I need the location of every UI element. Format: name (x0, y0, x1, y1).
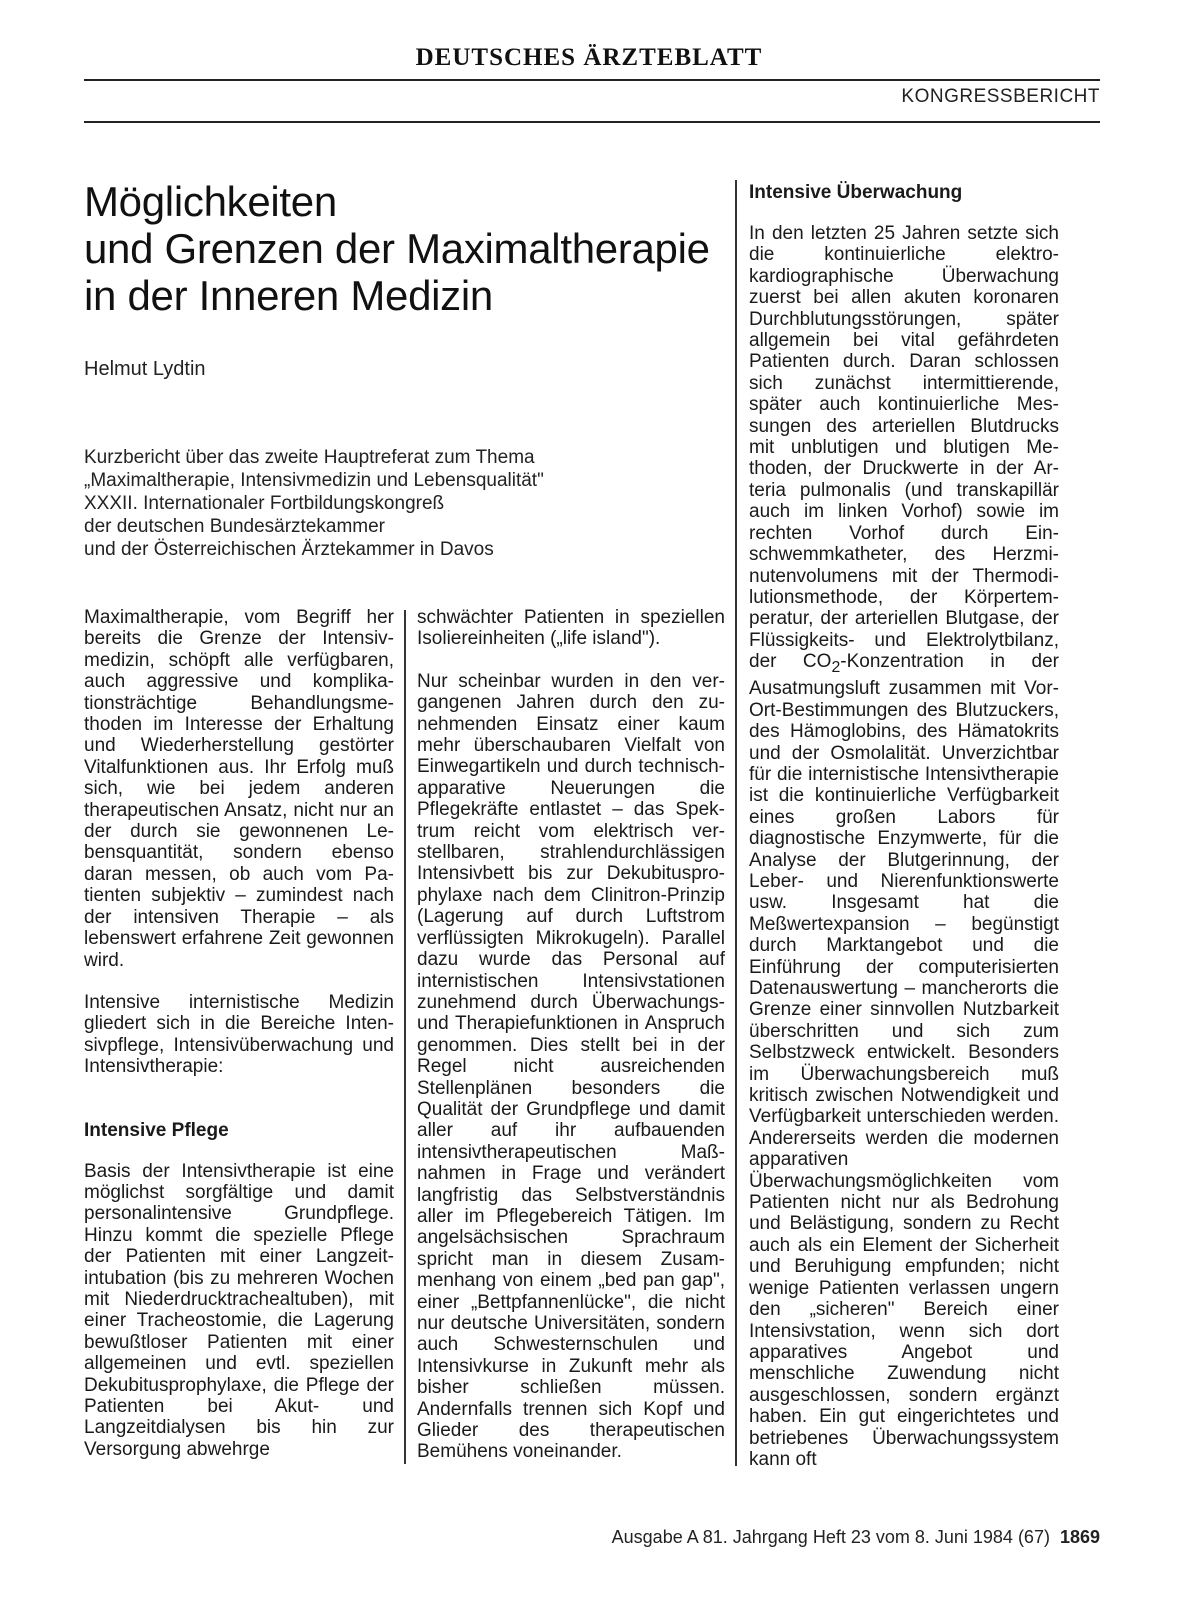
section-heading: Intensive Überwachung (749, 182, 963, 203)
paragraph (749, 223, 1059, 1470)
issue-info: Ausgabe A 81. Jahrgang Heft 23 vom 8. Juni 1984 (67) (611, 1527, 1050, 1547)
paragraph: Maximaltherapie, vom Begriff her bereits die Grenze der Intensivmedizin, schöpft alle verfügbaren, auch aggressive und komplikationsträchtige Behandlungsmethoden im Interesse der Erhaltung und Wiederherstellung gestörter Vitalfunktionen aus. Ihr Erfolg muß sich, wie bei jedem anderen therapeutischen Ansatz, nicht nur an der durch sie gewonnenen Lebensquantität, sondern ebenso daran messen, ob auch vom Patienten subjektiv – zumindest nach der intensiven Therapie – als lebenswert erfahrene Zeit gewonnen wird. (84, 607, 394, 971)
title-line: Möglichkeiten (84, 178, 337, 225)
paragraph: Basis der Intensivtherapie ist eine möglichst sorgfältige und damit personalintensive Grundpflege. Hinzu kommt die spezielle Pflege der Patienten mit einer Langzeitintubation (bis zu mehreren Wochen mit Niederdrucktrachealtuben), mit einer Tracheostomie, die Lagerung bewußtloser Patienten mit einer allgemeinen und evtl. speziellen Dekubitusprophylaxe, die Pflege der Patienten bei Akut- und Langzeitdialysen bis hin zur Versorgung abwehrge (84, 1160, 394, 1460)
paragraph: schwächter Patienten in speziellen Isoliereinheiten („life island"). (417, 607, 725, 650)
summary-line: XXXII. Internationaler Fortbildungskongreß (84, 493, 445, 514)
title-line: und Grenzen der Maximaltherapie (84, 225, 710, 272)
paragraph: Nur scheinbar wurden in den vergangenen Jahren durch den zunehmenden Einsatz einer kaum mehr überschaubaren Vielfalt von Einwegartikeln und durch technisch-apparative Neuerungen die Pflegekräfte entlastet – das Spektrum reicht vom elektrisch verstellbaren, strahlendurchlässigen Intensivbett bis zur Dekubitusprophylaxe nach dem Clinitron-Prinzip (Lagerung auf durch Luftstrom verflüssigten Mikrokugeln). Parallel dazu wurde das Personal auf internistischen Intensivstationen zunehmend durch Überwachungs- und Therapiefunktionen in Anspruch genommen. Dies stellt bei in der Regel nicht ausreichenden Stellenplänen besonders die Qualität der Grundpflege und damit aller auf ihr aufbauenden intensivtherapeutischen Maßnahmen in Frage und verändert langfristig das Selbstverständnis aller im Pflegebereich Tätigen. Im angelsächsischen Sprachraum spricht man in diesem Zusammenhang von einem „bed pan gap", einer „Bettpfannenlücke", die nicht nur deutsche Universitäten, sondern auch Schwesternschulen und Intensivkurse in Zukunft mehr als bisher schließen müssen. Andernfalls trennen sich Kopf und Glieder des therapeutischen Bemühens voneinander. (417, 670, 725, 1463)
text-column-1 (84, 607, 394, 1481)
journal-masthead: DEUTSCHES ÄRZTEBLATT (415, 44, 763, 71)
article-summary (84, 446, 724, 561)
article-title (84, 178, 724, 319)
page-number: 1869 (1059, 1527, 1100, 1547)
paragraph-text: In den letzten 25 Jahren setzte sich die kontinuierliche elektrokardiographische Überwachung zuerst bei allen akuten koronaren Durchblutungsstörungen, später allgemein bei vital gefährdeten Patienten durch. Daran schlossen sich zunächst intermittierende, später auch kontinuierliche Messungen des arteriellen Blutdrucks mit unblutigen und blutigen Methoden, der Druckwerte in der Arteria pulmonalis (und transkapillär auch im linken Vorhof) sowie im rechten Vorhof durch Einschwemmkatheter, des Herzminutenvolumens mit der Thermodilutionsmethode, der Körpertemperatur, der arteriellen Blutgase, der Flüssigkeits- und Elektrolytbilanz, der CO (749, 223, 1059, 673)
paragraph: Intensive internistische Medizin gliedert sich in die Bereiche Intensivpflege, Intensivüberwachung und Intensivtherapie: (84, 991, 394, 1078)
text-column-3 (749, 182, 1059, 1491)
page-footer (612, 1527, 1100, 1548)
column-divider (404, 610, 406, 1464)
column-divider (735, 180, 737, 1466)
paragraph-text: -Konzentration in der Ausatmungsluft zusammen mit Vor-Ort-Bestimmungen des Blutzuckers, des Hämoglobins, des Hämatokrits und der Osmolalität. Unverzichtbar für die internistische Intensivtherapie ist die kontinuierliche Verfügbarkeit eines großen Labors für diagnostische Enzymwerte, für die Analyse der Blutgerinnung, der Leber- und Nierenfunktionswerte usw. Insgesamt hat die Meßwertexpansion – begünstigt durch Marktangebot und die Einführung der computerisierten Datenauswertung – mancherorts die Grenze einer sinnvollen Nutzbarkeit überschritten und sich zum Selbstzweck entwickelt. Besonders im Überwachungsbereich muß kritisch zwischen Notwendigkeit und Verfügbarkeit unterschieden werden. Andererseits werden die modernen apparativen Überwachungsmöglichkeiten vom Patienten nicht nur als Bedrohung und Belästigung, sondern zu Recht auch als ein Element der Sicherheit und Beruhigung empfunden; nicht wenige Patienten verlassen ungern den „sicheren" Bereich einer Intensivstation, wenn sich dort apparatives Angebot und menschliche Zuwendung nicht ausgeschlossen, sondern ergänzt haben. Ein gut eingerichtetes und betriebenes Überwachungssystem kann oft (749, 651, 1059, 1470)
summary-line: und der Österreichischen Ärztekammer in Davos (84, 539, 494, 560)
masthead-rule (84, 79, 1100, 81)
summary-line: „Maximaltherapie, Intensivmedizin und Lebensqualität" (84, 470, 544, 491)
article-author: Helmut Lydtin (84, 358, 206, 380)
subscript: 2 (831, 658, 841, 676)
section-rule (84, 121, 1100, 123)
title-line: in der Inneren Medizin (84, 272, 493, 319)
text-column-2 (417, 607, 725, 1484)
summary-line: der deutschen Bundesärztekammer (84, 516, 385, 537)
section-label: KONGRESSBERICHT (901, 86, 1100, 107)
section-heading: Intensive Pflege (84, 1119, 229, 1141)
summary-line: Kurzbericht über das zweite Hauptreferat zum Thema (84, 447, 535, 468)
